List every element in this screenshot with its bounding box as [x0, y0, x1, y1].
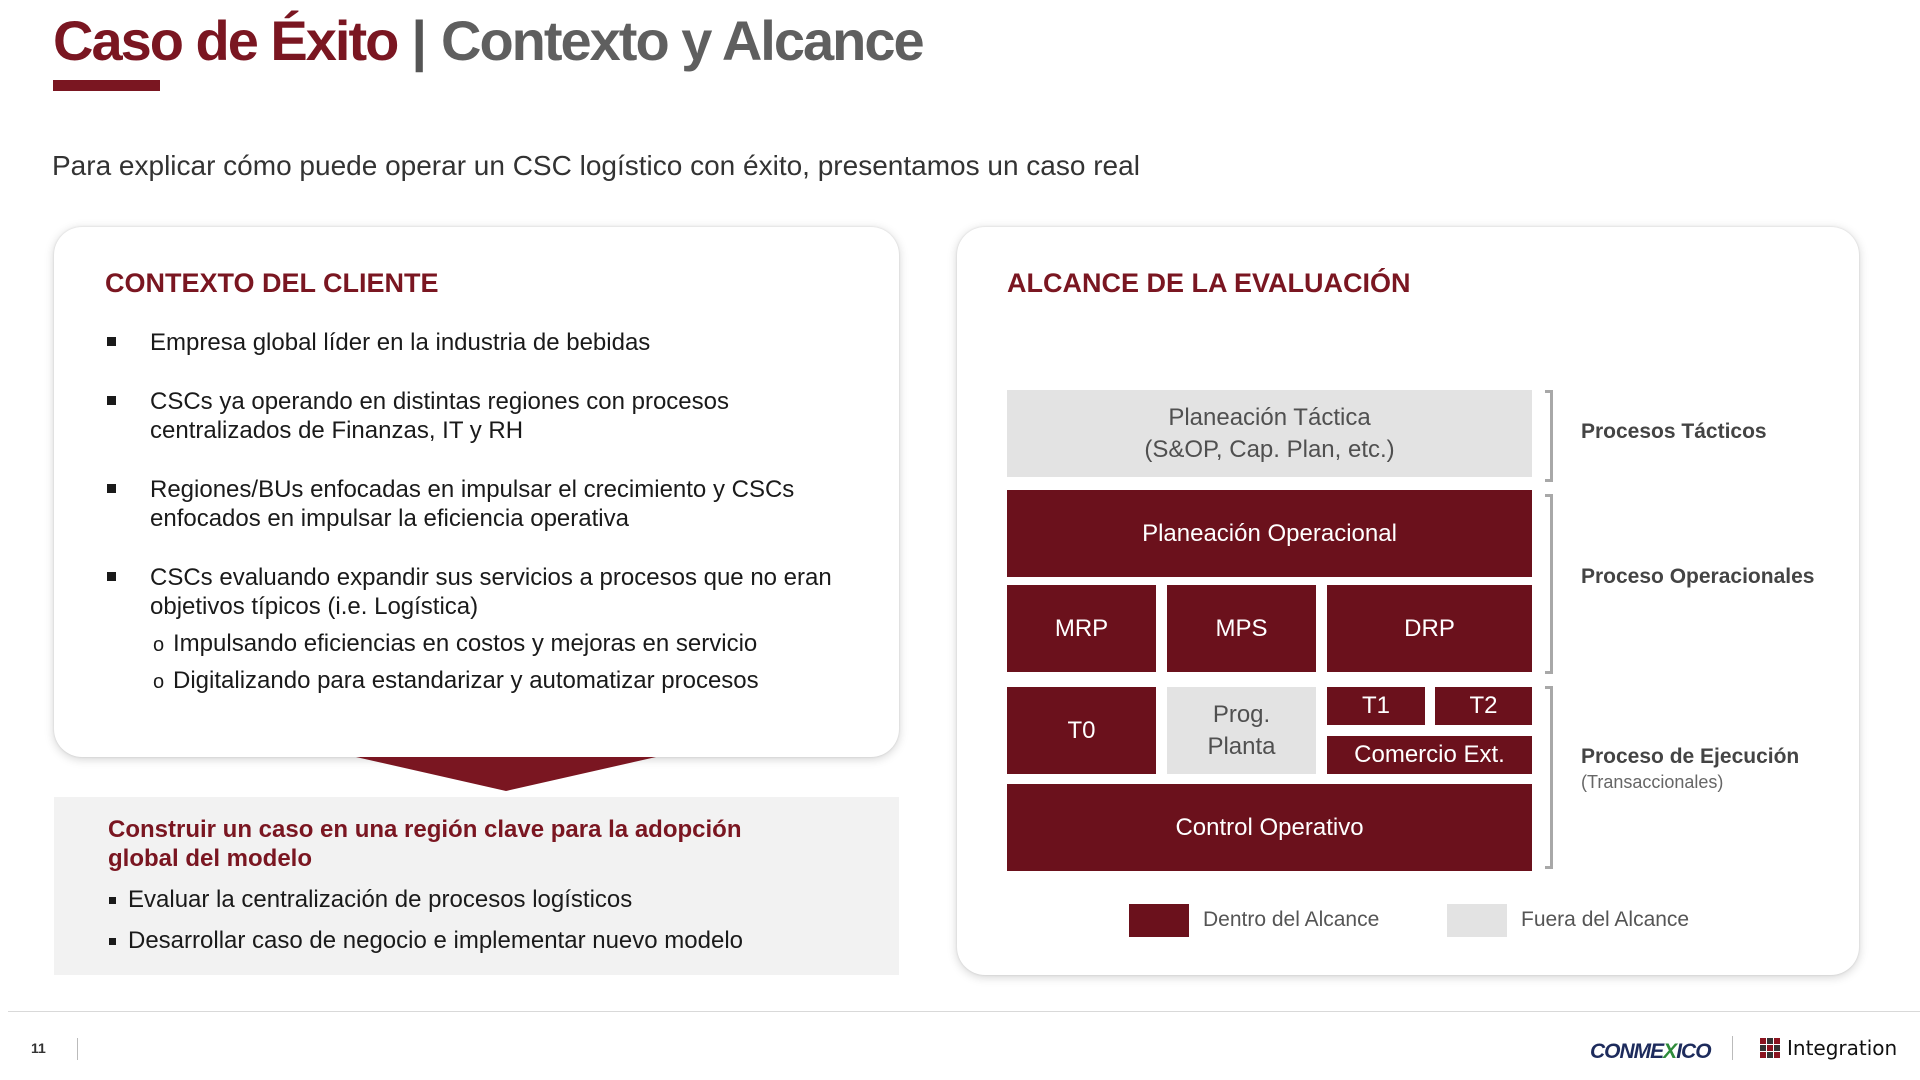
page-title: [53, 8, 923, 78]
block-label: T1: [1361, 692, 1390, 719]
group-label-ejecucion: Proceso de Ejecución: [1581, 745, 1800, 768]
block-label: T0: [1067, 716, 1096, 744]
title-main: Caso de Éxito: [53, 9, 398, 72]
hollow-bullet-icon: o: [153, 671, 165, 693]
legend-out-swatch: [1447, 904, 1507, 937]
title-separator: |: [411, 9, 427, 72]
legend-in-label: Dentro del Alcance: [1203, 908, 1380, 931]
group-label-tacticos: Procesos Tácticos: [1581, 420, 1767, 443]
context-sub-bullet: [105, 629, 865, 658]
objective-heading: Construir un caso en una región clave para la adopción global del modelo: [108, 816, 742, 872]
hollow-bullet-icon: o: [153, 634, 165, 656]
title-underline: [53, 80, 160, 91]
block-drp: [1327, 585, 1532, 672]
block-label: Prog.: [1212, 700, 1271, 728]
objective-item: Desarrollar caso de negocio e implementar nuevo modelo: [108, 927, 743, 955]
block-t0: [1007, 687, 1156, 774]
block-planeacion-operacional: [1007, 490, 1532, 577]
bracket-operacionales: [1545, 494, 1553, 674]
integration-logo-icon: [1760, 1038, 1780, 1058]
logo-text-part: CONME: [1590, 1040, 1664, 1063]
bullet-line: Regiones/BUs enfocadas en impulsar el crecimiento y CSCs: [150, 476, 795, 503]
group-label-operacionales: Proceso Operacionales: [1581, 565, 1815, 588]
block-label: (S&OP, Cap. Plan, etc.): [1144, 435, 1395, 463]
integration-logo: [1760, 1036, 1897, 1060]
context-bullet: [105, 328, 865, 357]
block-label: MRP: [1054, 614, 1109, 642]
logo-text-part: X: [1663, 1040, 1677, 1063]
block-label: MPS: [1215, 614, 1268, 642]
legend-in-swatch: [1129, 904, 1189, 937]
block-planeacion-tactica: [1007, 390, 1532, 477]
context-heading: CONTEXTO DEL CLIENTE: [105, 268, 439, 298]
block-mrp: [1007, 585, 1156, 672]
block-label: Comercio Ext.: [1354, 741, 1505, 768]
context-bullet: [105, 563, 865, 621]
bullet-line: Empresa global líder en la industria de bebidas: [150, 329, 651, 356]
scope-heading: ALCANCE DE LA EVALUACIÓN: [1007, 268, 1411, 298]
context-bullet: [105, 475, 865, 533]
context-bullet: [105, 387, 865, 445]
page-number: 11: [31, 1040, 46, 1056]
block-label: Control Operativo: [1175, 813, 1364, 841]
bracket-ejecucion: [1545, 686, 1553, 869]
integration-logo-text: Integration: [1787, 1036, 1898, 1060]
sub-bullet-text: Impulsando eficiencias en costos y mejoras en servicio: [173, 630, 758, 657]
context-sub-bullet: [105, 666, 865, 695]
page-subtitle: Para explicar cómo puede operar un CSC logístico con éxito, presentamos un caso real: [52, 150, 1140, 181]
bracket-tacticos: [1545, 390, 1553, 482]
bullet-line: CSCs ya operando en distintas regiones con procesos: [150, 388, 729, 415]
context-bullet-list: [105, 328, 865, 695]
group-note-ejecucion: (Transaccionales): [1581, 772, 1724, 792]
sub-bullet-text: Digitalizando para estandarizar y automatizar procesos: [173, 667, 759, 694]
block-mps: [1167, 585, 1316, 672]
block-label: Planeación Operacional: [1142, 519, 1397, 547]
objective-item: Evaluar la centralización de procesos logísticos: [108, 886, 632, 914]
block-comercio-ext: [1327, 736, 1532, 774]
block-t2: [1435, 687, 1532, 725]
logo-divider: [1732, 1036, 1733, 1060]
bullet-line: CSCs evaluando expandir sus servicios a procesos que no eran: [150, 564, 832, 591]
logo-text-part: ICO: [1676, 1040, 1711, 1063]
block-label: DRP: [1404, 614, 1455, 642]
legend-out-label: Fuera del Alcance: [1521, 908, 1690, 931]
bullet-line: objetivos típicos (i.e. Logística): [150, 593, 479, 620]
block-t1: [1327, 687, 1425, 725]
block-control-operativo: [1007, 784, 1532, 871]
block-prog-planta: [1167, 687, 1316, 774]
conmexico-logo: [1590, 1040, 1711, 1064]
block-label: Planeación Táctica: [1168, 403, 1371, 431]
page-number-divider: [77, 1038, 78, 1060]
arrow-down-icon: [356, 757, 656, 791]
block-label: Planta: [1207, 732, 1276, 760]
bullet-line: enfocados en impulsar la eficiencia operativa: [150, 505, 629, 532]
title-sub: Contexto y Alcance: [441, 9, 923, 72]
footer-divider: [8, 1011, 1920, 1012]
bullet-line: centralizados de Finanzas, IT y RH: [150, 417, 524, 444]
block-label: T2: [1469, 692, 1498, 719]
